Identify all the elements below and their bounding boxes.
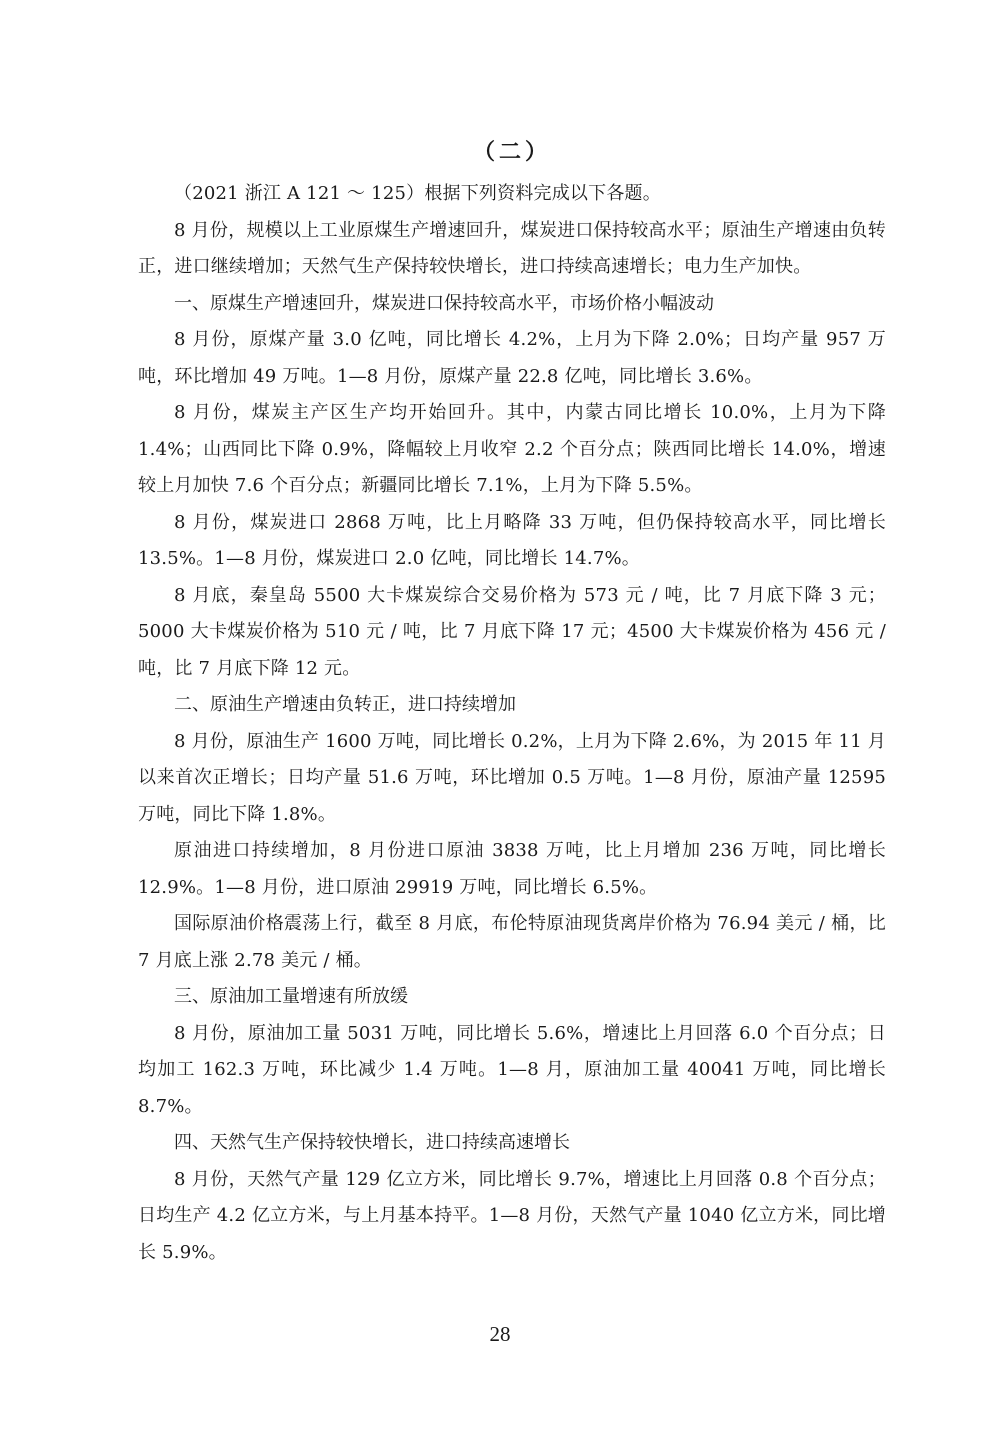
section-heading-refining: 三、原油加工量增速有所放缓	[174, 986, 408, 1007]
page-number: 28	[489, 1322, 511, 1346]
crude-price-paragraph: 国际原油价格震荡上行，截至 8 月底，布伦特原油现货离岸价格为 76.94 美元 / 桶，比 7 月底上涨 2.78 美元 / 桶。	[138, 913, 886, 971]
coal-price-paragraph: 8 月底，秦皇岛 5500 大卡煤炭综合交易价格为 573 元 / 吨，比 7 月底下降 3 元；5000 大卡煤炭价格为 510 元 / 吨，比 7 月底下降 17 元；4500 大卡煤炭价格为 456 元 / 吨，比 7 月底下降 12 元。	[138, 584, 886, 679]
crude-output-paragraph: 8 月份，原油生产 1600 万吨，同比增长 0.2%，上月为下降 2.6%，为 2015 年 11 月以来首次正增长；日均产量 51.6 万吨，环比增加 0.5 万吨。1—8 月份，原油产量 12595 万吨，同比下降 1.8%。	[138, 730, 886, 825]
crude-import-paragraph: 原油进口持续增加，8 月份进口原油 3838 万吨，比上月增加 236 万吨，同比增长 12.9%。1—8 月份，进口原油 29919 万吨，同比增长 6.5%。	[138, 840, 886, 898]
coal-output-paragraph: 8 月份，原煤产量 3.0 亿吨，同比增长 4.2%，上月为下降 2.0%；日均产量 957 万吨，环比增加 49 万吨。1—8 月份，原煤产量 22.8 亿吨，同比增长 3.6%。	[138, 329, 886, 387]
section-heading-crude-oil: 二、原油生产增速由负转正，进口持续增加	[174, 694, 516, 715]
section-heading-coal: 一、原煤生产增速回升，煤炭进口保持较高水平，市场价格小幅波动	[174, 292, 714, 314]
refining-paragraph: 8 月份，原油加工量 5031 万吨，同比增长 5.6%，增速比上月回落 6.0 个百分点；日均加工 162.3 万吨，环比减少 1.4 万吨。1—8 月，原油加工量 40041 万吨，同比增长 8.7%。	[138, 1022, 886, 1117]
intro-paragraph: （2021 浙江 A 121 ～ 125）根据下列资料完成以下各题。	[174, 183, 661, 204]
coal-import-paragraph: 8 月份，煤炭进口 2868 万吨，比上月略降 33 万吨，但仍保持较高水平，同比增长 13.5%。1—8 月份，煤炭进口 2.0 亿吨，同比增长 14.7%。	[138, 511, 886, 569]
coal-region-paragraph: 8 月份，煤炭主产区生产均开始回升。其中，内蒙古同比增长 10.0%，上月为下降 1.4%；山西同比下降 0.9%，降幅较上月收窄 2.2 个百分点；陕西同比增长 14.0%，增速较上月加快 7.6 个百分点；新疆同比增长 7.1%，上月为下降 5.5%。	[138, 402, 886, 496]
document-body	[138, 136, 886, 1271]
summary-paragraph: 8 月份，规模以上工业原煤生产增速回升，煤炭进口保持较高水平；原油生产增速由负转正，进口继续增加；天然气生产保持较快增长，进口持续高速增长；电力生产加快。	[138, 219, 886, 277]
natural-gas-paragraph: 8 月份，天然气产量 129 亿立方米，同比增长 9.7%，增速比上月回落 0.8 个百分点；日均生产 4.2 亿立方米，与上月基本持平。1—8 月份，天然气产量 1040 亿立方米，同比增长 5.9%。	[138, 1168, 886, 1263]
section-heading-natural-gas: 四、天然气生产保持较快增长，进口持续高速增长	[174, 1132, 570, 1153]
section-title: （二）	[472, 139, 551, 165]
